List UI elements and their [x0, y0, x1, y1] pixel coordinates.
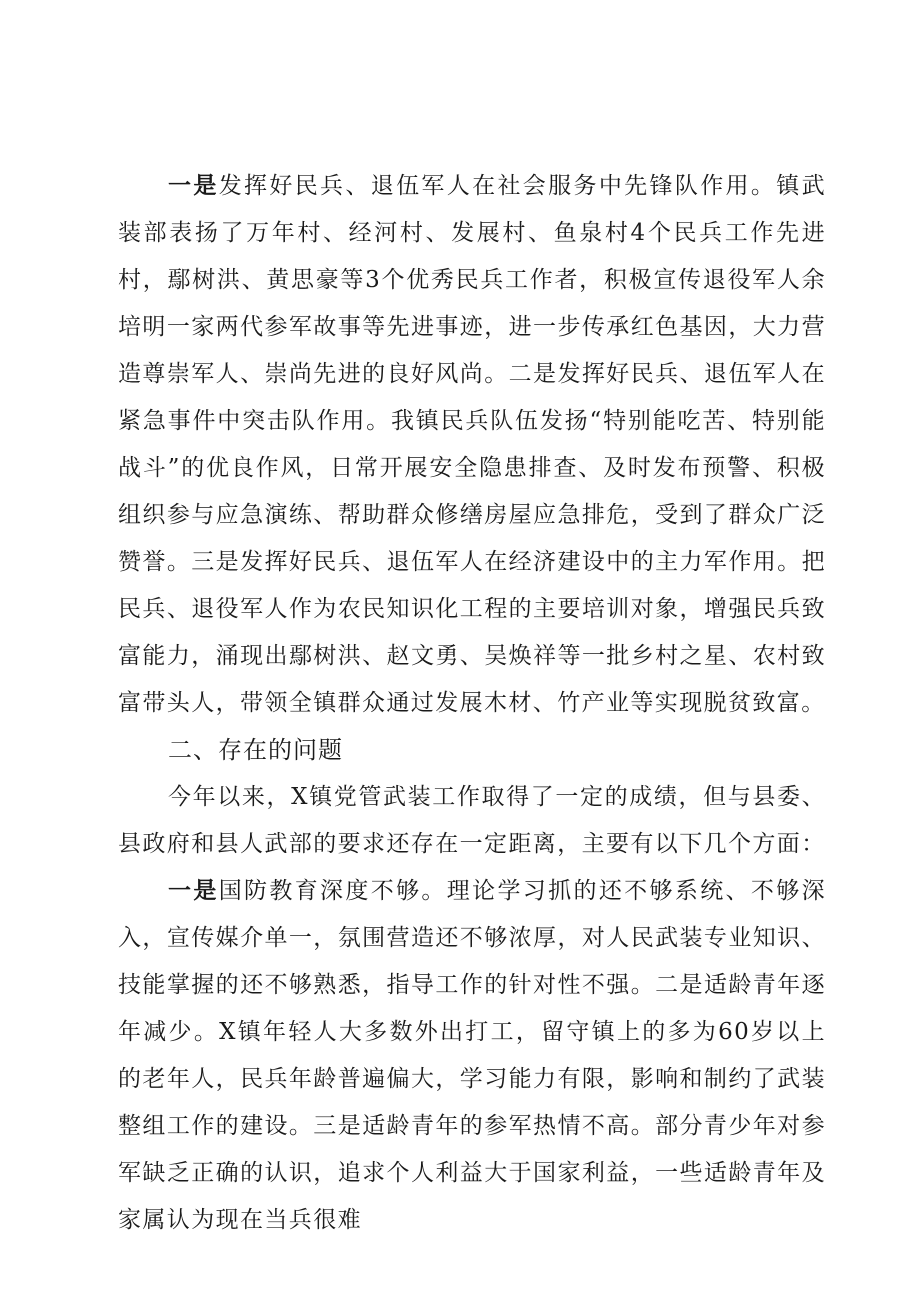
document-body	[118, 163, 826, 1244]
paragraph-3-text: 国防教育深度不够。理论学习抓的还不够系统、不够深入，宣传媒介单一，氛围营造还不够浓厚，对人民武装专业知识、技能掌握的还不够熟悉，指导工作的针对性不强。二是适龄青年逐年减少。X镇年轻人大多数外出打工，留守镇上的多为60岁以上的老年人，民兵年龄普遍偏大，学习能力有限，影响和制约了武装整组工作的建设。三是适龄青年的参军热情不高。部分青少年对参军缺乏正确的认识，追求个人利益大于国家利益，一些适龄青年及家属认为现在当兵很难	[118, 878, 826, 1233]
paragraph-3-lead: 一是	[168, 878, 219, 904]
paragraph-1-text: 发挥好民兵、退伍军人在社会服务中先锋队作用。镇武装部表扬了万年村、经河村、发展村、鱼泉村4个民兵工作先进村，鄢树洪、黄思豪等3个优秀民兵工作者，积极宣传退役军人余培明一家两代参军故事等先进事迹，进一步传承红色基因，大力营造尊崇军人、崇尚先进的良好风尚。二是发挥好民兵、退伍军人在紧急事件中突击队作用。我镇民兵队伍发扬“特别能吃苦、特别能战斗”的优良作风，日常开展安全隐患排查、及时发布预警、积极组织参与应急演练、帮助群众修缮房屋应急排危，受到了群众广泛赞誉。三是发挥好民兵、退伍军人在经济建设中的主力军作用。把民兵、退役军人作为农民知识化工程的主要培训对象，增强民兵致富能力，涌现出鄢树洪、赵文勇、吴焕祥等一批乡村之星、农村致富带头人，带领全镇群众通过发展木材、竹产业等实现脱贫致富。	[118, 173, 826, 716]
paragraph-1	[118, 163, 826, 727]
section-heading: 二、存在的问题	[168, 736, 343, 764]
paragraph-3	[118, 868, 826, 1244]
paragraph-2-text: 今年以来，X镇党管武装工作取得了一定的成绩，但与县委、县政府和县人武部的要求还存在一定距离，主要有以下几个方面：	[118, 784, 826, 857]
paragraph-2	[118, 774, 826, 868]
paragraph-1-lead: 一是	[168, 173, 219, 199]
